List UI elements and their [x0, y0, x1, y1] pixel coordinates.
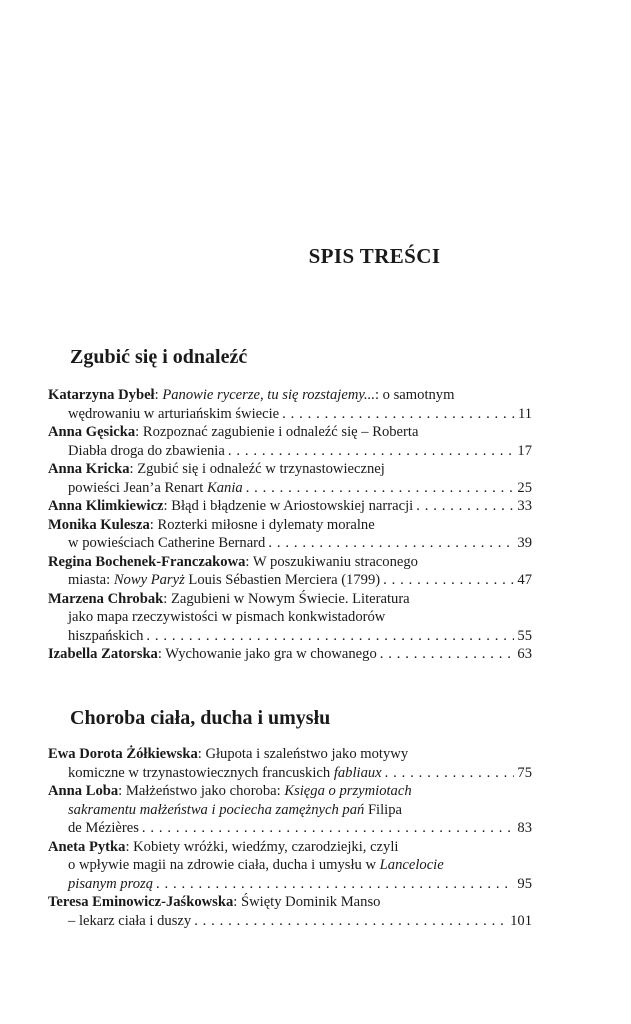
toc-entry — [48, 516, 532, 553]
toc-entry-line — [48, 460, 532, 479]
page-number: 101 — [510, 912, 532, 929]
toc-entry-line — [48, 912, 532, 931]
toc-entry — [48, 782, 532, 838]
toc-entry — [48, 460, 532, 497]
dot-leader — [194, 912, 507, 931]
toc-entry — [48, 386, 532, 423]
dot-leader — [380, 645, 515, 664]
toc-entry-text — [48, 590, 410, 609]
section-heading: Zgubić się i odnaleźć — [70, 346, 248, 368]
toc-entry-line — [48, 627, 532, 646]
entry-title-text: : W poszukiwaniu straconego — [245, 553, 418, 570]
toc-section-1 — [48, 745, 532, 930]
entry-title-text: Louis Sébastien Merciera (1799) — [184, 572, 381, 588]
page-number: 39 — [517, 535, 532, 551]
entry-title-text: wędrowaniu w arturiańskim świecie — [68, 405, 280, 422]
entry-title-text: : — [154, 387, 163, 403]
toc-entry-line — [48, 423, 532, 442]
entry-author: Aneta Pytka — [48, 838, 126, 855]
entry-title-text: Filipa — [364, 801, 402, 818]
toc-entry-line — [48, 893, 532, 912]
page-number: 11 — [517, 405, 532, 422]
entry-title-text: : Święty Dominik Manso — [233, 894, 381, 910]
entry-title-italic: Nowy Paryż — [113, 572, 185, 588]
toc-entry — [48, 893, 532, 930]
toc-entry-line — [48, 479, 532, 498]
toc-entry-text — [68, 856, 444, 875]
toc-entry-line — [48, 745, 532, 764]
entry-title-text: : Wychowanie jako gra w chowanego — [157, 646, 377, 662]
toc-entry-text — [48, 745, 408, 764]
toc-entry-line — [48, 442, 532, 461]
toc-entry-line — [48, 782, 532, 801]
toc-entry-text — [68, 479, 243, 498]
entry-title-text: : Rozterki miłosne i dylematy moralne — [149, 516, 375, 533]
toc-entry-text — [68, 801, 402, 820]
entry-title-text: : Kobiety wróżki, wiedźmy, czarodziejki, czyli — [125, 838, 399, 855]
toc-entry-line — [48, 819, 532, 838]
dot-leader — [385, 764, 515, 783]
entry-author: Anna Klimkiewicz — [48, 498, 164, 514]
toc-entry-text — [68, 875, 153, 894]
entry-title-italic: Panowie rycerze, tu się rozstajemy... — [162, 387, 375, 403]
page-number: 25 — [517, 479, 532, 496]
toc-entry-line — [48, 801, 532, 820]
entry-title-text: komiczne w trzynastowiecznych francuskich — [68, 764, 334, 781]
entry-title-text: : o samotnym — [374, 387, 455, 403]
toc-entry — [48, 553, 532, 590]
entry-title-text: : Małżeństwo jako choroba: — [118, 783, 285, 799]
page-number: 95 — [517, 875, 532, 892]
page-number: 33 — [517, 498, 532, 514]
entry-author: Anna Loba — [48, 783, 119, 799]
toc-entry — [48, 423, 532, 460]
toc-entry — [48, 838, 532, 894]
toc-entry-line — [48, 856, 532, 875]
toc-entry-text — [68, 627, 143, 646]
toc-entry-text — [48, 645, 377, 664]
entry-author: Regina Bochenek-Franczakowa — [48, 553, 246, 570]
toc-entry — [48, 590, 532, 646]
dot-leader — [383, 571, 514, 590]
toc-entry-line — [48, 838, 532, 857]
toc-entry-text — [68, 819, 139, 838]
entry-title-italic: Księga o przymiotach — [284, 783, 412, 799]
dot-leader — [282, 405, 515, 424]
dot-leader — [268, 534, 514, 553]
entry-author: Anna Gęsicka — [48, 424, 136, 440]
toc-entry-line — [48, 516, 532, 535]
toc-entry-text — [48, 516, 375, 535]
entry-title-text: hiszpańskich — [68, 627, 144, 644]
toc-entry-text — [68, 442, 225, 461]
entry-title-italic: pisanym prozą — [68, 875, 153, 892]
toc-entry-text — [48, 838, 398, 857]
entry-title-text: w powieściach Catherine Bernard — [68, 535, 266, 551]
toc-entry-line — [48, 764, 532, 783]
toc-entry-text — [68, 534, 265, 553]
toc-entry — [48, 745, 532, 782]
toc-entry-line — [48, 590, 532, 609]
toc-entry-line — [48, 571, 532, 590]
entry-title-text: jako mapa rzeczywistości w pismach konkwistadorów — [68, 609, 386, 625]
toc-entry-text — [68, 764, 382, 783]
entry-author: Anna Kricka — [48, 461, 130, 477]
entry-title-italic: Lancelocie — [379, 857, 444, 873]
toc-entry-line — [48, 608, 532, 627]
entry-title-italic: Kania — [207, 479, 243, 496]
entry-author: Teresa Eminowicz-Jaśkowska — [48, 894, 234, 910]
entry-author: Monika Kulesza — [48, 516, 150, 533]
toc-entry-text — [68, 608, 385, 627]
toc-entry-line — [48, 553, 532, 572]
entry-title-text: : Zgubić się i odnaleźć w trzynastowiecznej — [129, 461, 385, 477]
toc-section-0 — [48, 386, 532, 664]
toc-entry-text — [48, 460, 385, 479]
toc-entry-text — [48, 386, 454, 405]
entry-title-text: : Głupota i szaleństwo jako motywy — [197, 746, 409, 762]
page-number: 83 — [517, 820, 532, 836]
dot-leader — [142, 819, 515, 838]
entry-author: Katarzyna Dybeł — [48, 387, 155, 403]
page-number: 47 — [517, 572, 532, 588]
page-number: 75 — [517, 764, 532, 781]
toc-entry-text — [48, 423, 418, 442]
toc-entry-text — [68, 912, 191, 931]
toc-entry-line — [48, 645, 532, 664]
entry-title-text: powieści Jean’a Renart — [68, 479, 207, 496]
toc-entry-line — [48, 534, 532, 553]
toc-entry — [48, 497, 532, 516]
entry-author: Izabella Zatorska — [48, 646, 158, 662]
entry-title-text: Diabła droga do zbawienia — [68, 442, 225, 459]
entry-author: Marzena Chrobak — [48, 590, 164, 607]
entry-title-text: miasta: — [68, 572, 114, 588]
dot-leader — [246, 479, 515, 498]
toc-entry-line — [48, 875, 532, 894]
page-number: 17 — [517, 442, 532, 459]
page-number: 63 — [517, 646, 532, 662]
page-number: 55 — [517, 627, 532, 644]
toc-entry-text — [48, 893, 380, 912]
toc-entry-text — [68, 571, 380, 590]
page-title: SPIS TREŚCI — [308, 244, 441, 268]
toc-entry-text — [48, 497, 413, 516]
toc-entry-line — [48, 386, 532, 405]
entry-title-italic: fabliaux — [333, 764, 382, 781]
toc-entry-line — [48, 405, 532, 424]
entry-title-text: : Zagubieni w Nowym Świecie. Literatura — [163, 590, 410, 607]
entry-title-text: : Rozpoznać zagubienie i odnaleźć się – Roberta — [135, 424, 419, 440]
dot-leader — [228, 442, 515, 461]
toc-entry — [48, 645, 532, 664]
toc-entry-text — [48, 782, 412, 801]
dot-leader — [156, 875, 514, 894]
entry-title-text: o wpływie magii na zdrowie ciała, ducha i umysłu w — [68, 857, 380, 873]
entry-title-text: de Mézières — [68, 820, 139, 836]
entry-author: Ewa Dorota Żółkiewska — [48, 746, 198, 762]
section-heading: Choroba ciała, ducha i umysłu — [70, 707, 331, 729]
entry-title-text: – lekarz ciała i duszy — [68, 912, 192, 929]
toc-entry-line — [48, 497, 532, 516]
entry-title-italic: sakramentu małżeństwa i pociecha zamężnych pań — [68, 801, 365, 818]
entry-title-text: : Błąd i błądzenie w Ariostowskiej narracji — [163, 498, 414, 514]
toc-entry-text — [48, 553, 418, 572]
toc-entry-text — [68, 405, 279, 424]
dot-leader — [146, 627, 514, 646]
dot-leader — [416, 497, 514, 516]
